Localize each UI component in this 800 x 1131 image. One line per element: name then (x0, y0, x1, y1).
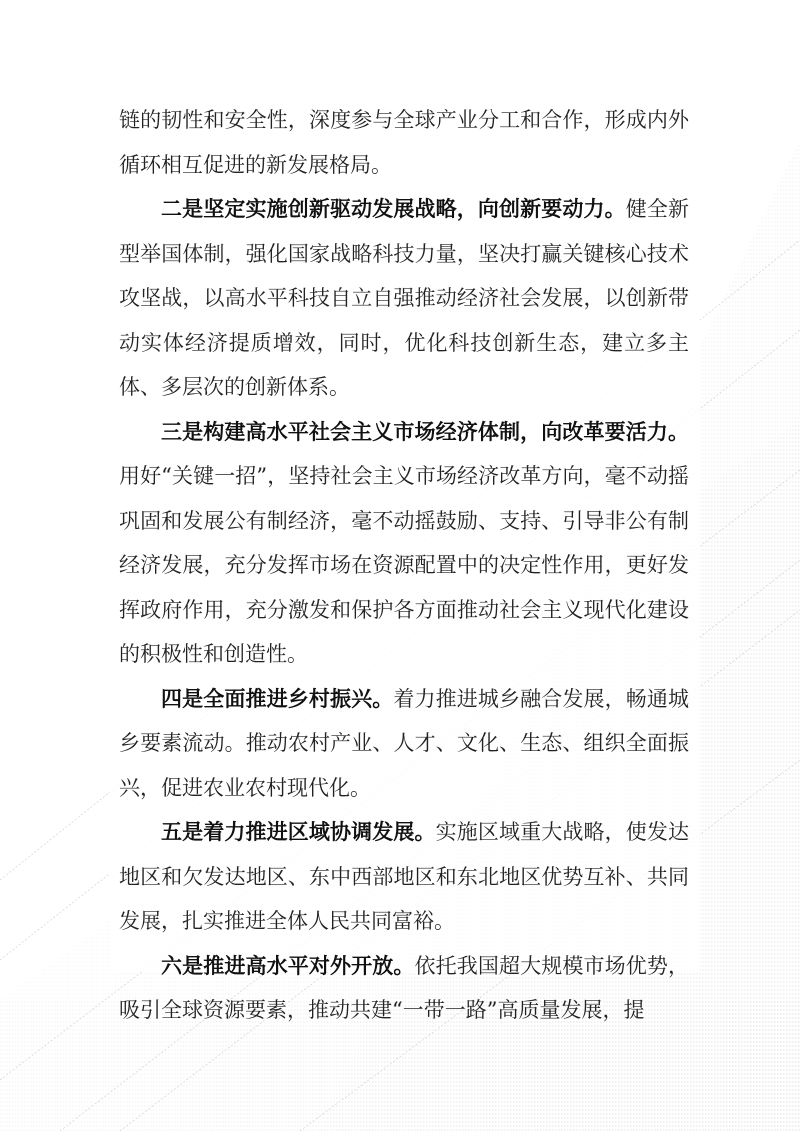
paragraph-4 (119, 677, 689, 811)
paragraph-heading: 二是坚定实施创新驱动发展战略，向创新要动力。 (161, 196, 626, 221)
paragraph-6 (119, 944, 689, 1033)
paragraph-text: 着力推进城乡融合发展，畅通城乡要素流动。推动农村产业、人才、文化、生态、组织全面振兴，促进农业农村现代化。 (119, 686, 689, 800)
document-body (119, 98, 689, 1033)
paragraph-text: 实施区域重大战略，使发达地区和欠发达地区、东中西部地区和东北地区优势互补、共同发展，扎实推进全体人民共同富裕。 (119, 820, 689, 933)
paragraph-3 (119, 410, 689, 677)
paragraph-5 (119, 810, 689, 944)
paragraph-text: 链的韧性和安全性，深度参与全球产业分工和合作，形成内外循环相互促进的新发展格局。 (119, 108, 689, 177)
paragraph-heading: 五是着力推进区域协调发展。 (161, 819, 436, 844)
paragraph-heading: 六是推进高水平对外开放。 (161, 952, 415, 978)
paragraph-text: 依托我国超大规模市场优势，吸引全球资源要素，推动共建“一带一路”高质量发展，提 (119, 953, 689, 1022)
paragraph-heading: 三是构建高水平社会主义市场经济体制，向改革要活力。 (161, 418, 689, 444)
paragraph-text: 用好“关键一招”，坚持社会主义市场经济改革方向，毫不动摇巩固和发展公有制经济，毫不动摇鼓励、支持、引导非公有制经济发展，充分发挥市场在资源配置中的决定性作用，更好发挥政府作用，充分激发和保护各方面推动社会主义现代化建设的积极性和创造性。 (119, 464, 689, 666)
paragraph-2 (119, 187, 689, 410)
paragraph-text: 健全新型举国体制，强化国家战略科技力量，坚决打赢关键核心技术攻坚战，以高水平科技自立自强推动经济社会发展，以创新带动实体经济提质增效，同时，优化科技创新生态，建立多主体、多层次的创新体系。 (119, 197, 689, 399)
paragraph-1 (119, 98, 689, 187)
paragraph-heading: 四是全面推进乡村振兴。 (161, 685, 394, 711)
